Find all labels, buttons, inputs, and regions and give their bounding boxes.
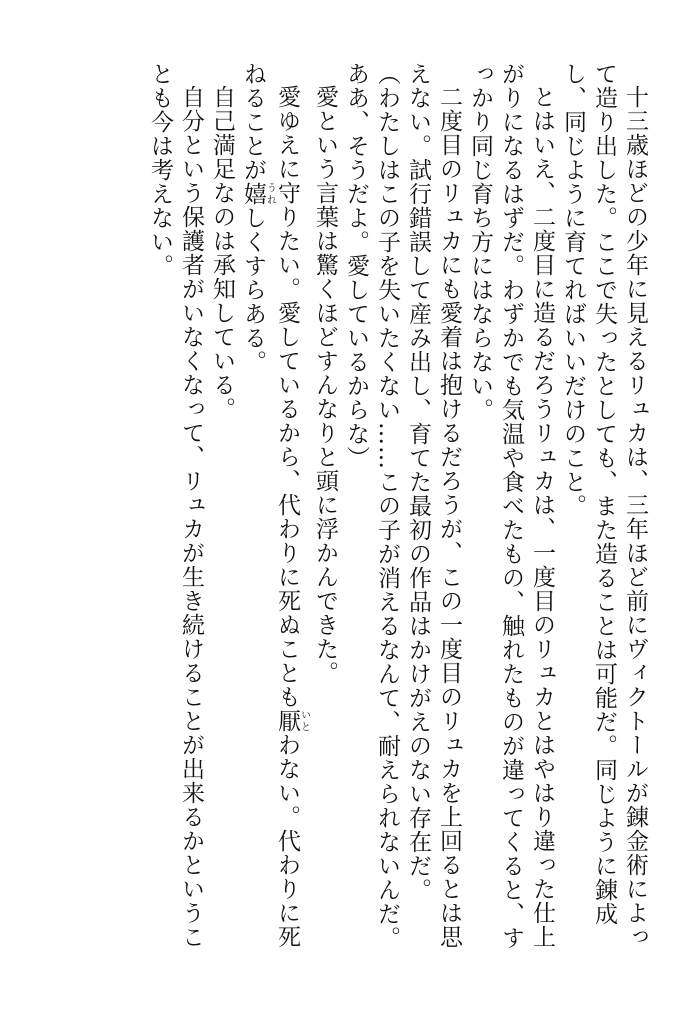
ruby-ito-base: 厭 <box>274 709 300 733</box>
paragraph-3: 二度目のリュカにも愛着は抱けるだろうが、この一度目のリュカを上回るとは思えない。試行錯誤して産み出し、育てた最初の作品はかけがえのない存在だ。 <box>405 62 462 949</box>
paragraph-1: 十三歳ほどの少年に見えるリュカは、三年ほど前にヴィクトールが錬金術によって造り出した。ここで失ったとしても、また造ることは可能だ。同じように錬成し、同じように育てればいいだけのこと。 <box>560 62 648 949</box>
paragraph-7: 自己満足なのは承知している。 <box>209 85 235 421</box>
ruby-ure <box>240 182 276 206</box>
paragraph-6-part-3: しくすらある。 <box>240 206 266 374</box>
paragraph-6-part-1: 愛ゆえに守りたい。愛しているから、代わりに死ぬことも <box>274 85 300 709</box>
paragraph-2: とはいえ、二度目に造るだろうリュカは、一度目のリュカとはやはり違った仕上がりになるはずだ。わずかでも気温や食べたもの、触れたものが違ってくると、すっかり同じ育ち方にはならない。 <box>467 62 555 950</box>
ruby-ure-base: 嬉 <box>240 182 266 206</box>
paragraph-6-part-2: わない。代わりに死ねることが <box>240 62 300 949</box>
ruby-ure-reading: うれ <box>264 182 276 206</box>
paragraph-6 <box>237 62 309 962</box>
vertical-text-body <box>144 62 650 962</box>
paragraph-5: 愛という言葉は驚くほどすんなりと頭に浮かんできた。 <box>312 85 338 685</box>
ruby-ito-reading: いと <box>298 709 310 733</box>
ruby-ito <box>274 709 310 733</box>
paragraph-4-inner-monologue: （わたしはこの子を失いたくない……この子が消えるなんて、耐えられないんだ。ああ、そうだよ。愛しているからな） <box>343 62 400 950</box>
paragraph-8: 自分という保護者がいなくなって、リュカが生き続けることが出来るかということも今は考えない。 <box>147 62 204 949</box>
